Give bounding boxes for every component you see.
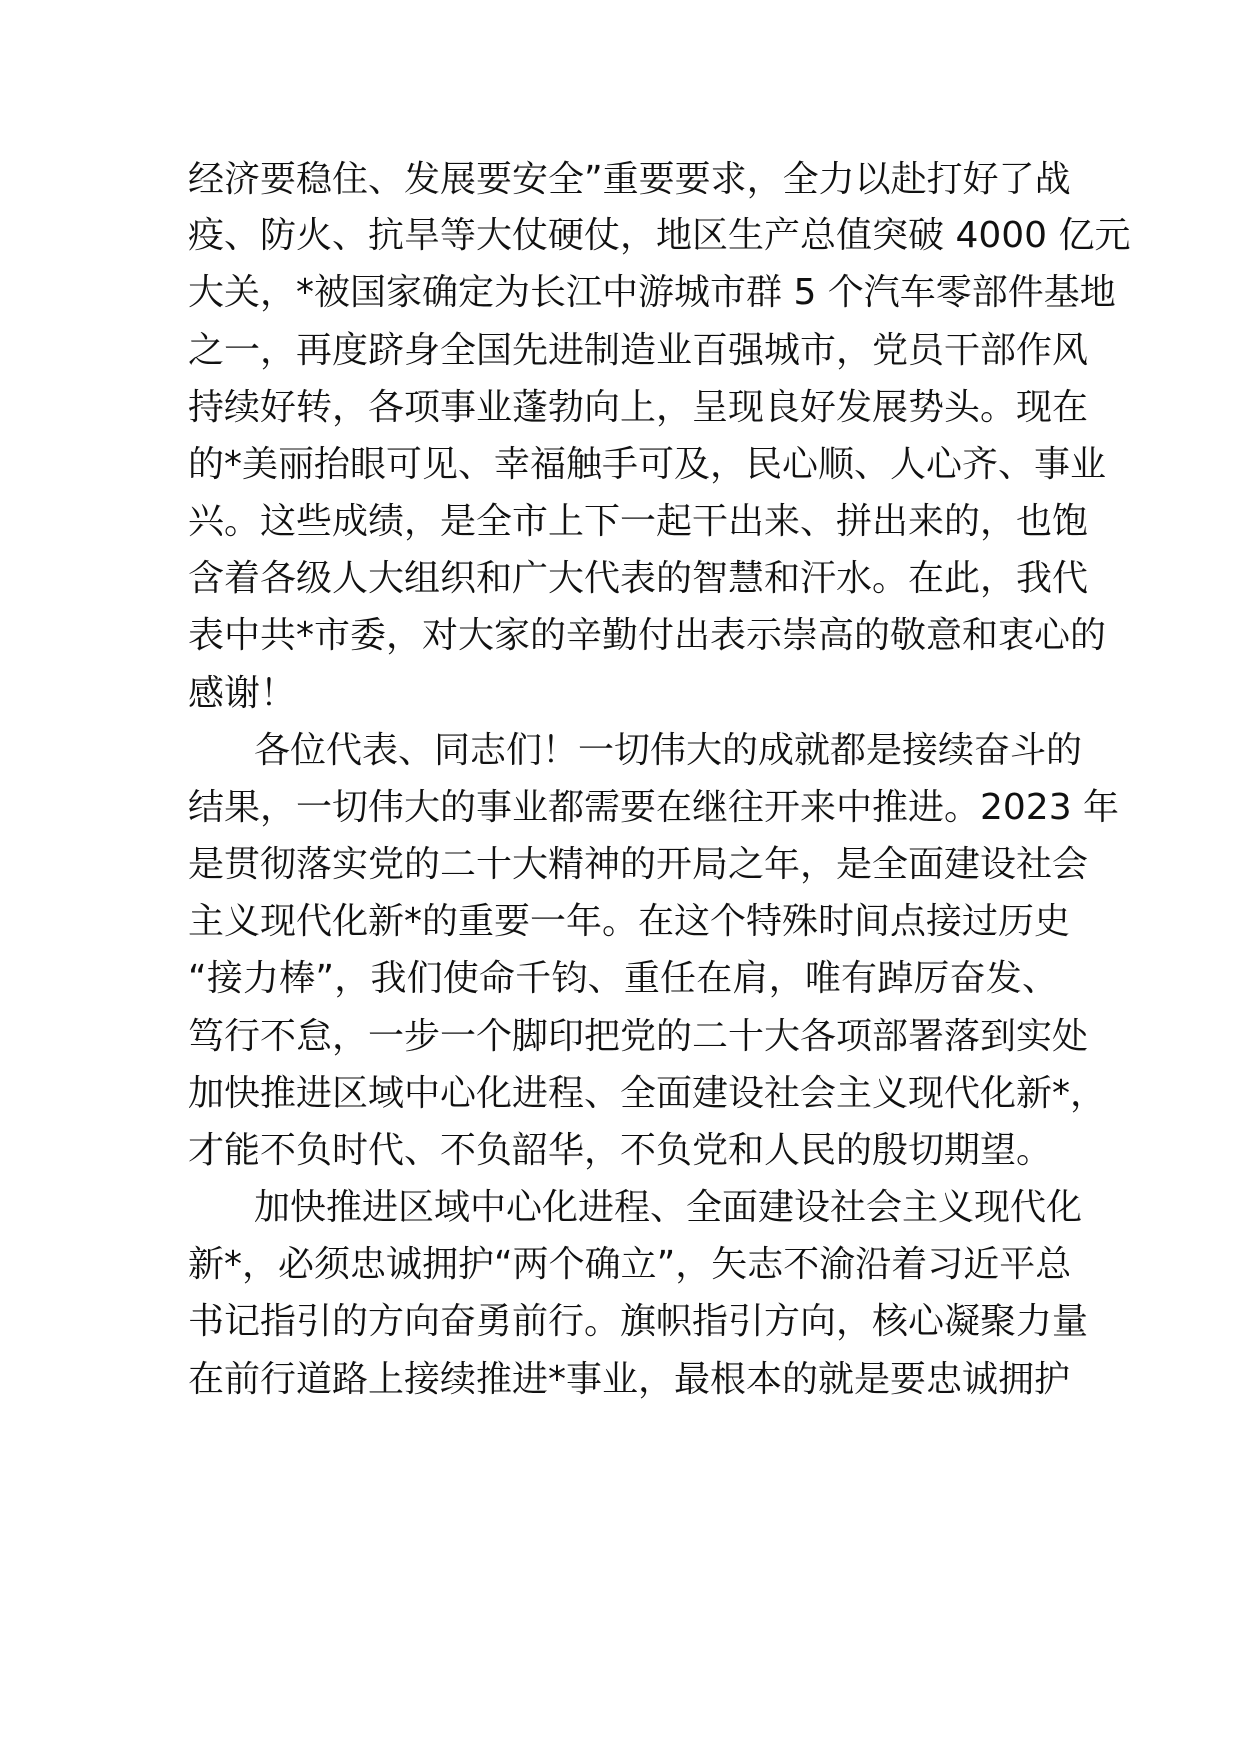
text-line: 加快推进区域中心化进程、全面建设社会主义现代化新*，: [188, 1073, 1107, 1114]
text-line: 含着各级人大组织和广大代表的智慧和汗水。在此，我代: [188, 558, 1089, 599]
text-line: 主义现代化新*的重要一年。在这个特殊时间点接过历史: [188, 901, 1071, 942]
text-line: 大关，*被国家确定为长江中游城市群 5 个汽车零部件基地: [188, 272, 1116, 313]
paragraph-first-line: 各位代表、同志们！一切伟大的成就都是接续奋斗的: [254, 730, 1083, 771]
text-line: 经济要稳住、发展要安全”重要要求，全力以赴打好了战: [188, 159, 1071, 200]
text-line: 之一，再度跻身全国先进制造业百强城市，党员干部作风: [188, 330, 1089, 371]
text-line: 结果，一切伟大的事业都需要在继往开来中推进。2023 年: [188, 787, 1120, 828]
text-line: 是贯彻落实党的二十大精神的开局之年，是全面建设社会: [188, 844, 1089, 885]
paragraph-first-line: 加快推进区域中心化进程、全面建设社会主义现代化: [254, 1187, 1083, 1228]
text-line: 笃行不怠，一步一个脚印把党的二十大各项部署落到实处: [188, 1016, 1089, 1057]
text-line: 持续好转，各项事业蓬勃向上，呈现良好发展势头。现在: [188, 387, 1089, 428]
text-line: 才能不负时代、不负韶华，不负党和人民的殷切期望。: [188, 1130, 1053, 1171]
text-line: 新*，必须忠诚拥护“两个确立”，矢志不渝沿着习近平总: [188, 1244, 1072, 1285]
text-line: 表中共*市委，对大家的辛勤付出表示崇高的敬意和衷心的: [188, 615, 1107, 656]
text-line: 书记指引的方向奋勇前行。旗帜指引方向，核心凝聚力量: [188, 1301, 1089, 1342]
text-line: “接力棒”，我们使命千钧、重任在肩，唯有踔厉奋发、: [188, 958, 1058, 999]
text-line: 在前行道路上接续推进*事业，最根本的就是要忠诚拥护: [188, 1359, 1071, 1400]
text-line: 感谢！: [188, 673, 297, 714]
text-line: 的*美丽抬眼可见、幸福触手可及，民心顺、人心齐、事业: [188, 444, 1107, 485]
text-line: 兴。这些成绩，是全市上下一起干出来、拼出来的，也饱: [188, 501, 1089, 542]
text-line: 疫、防火、抗旱等大仗硬仗，地区生产总值突破 4000 亿元: [188, 215, 1131, 256]
